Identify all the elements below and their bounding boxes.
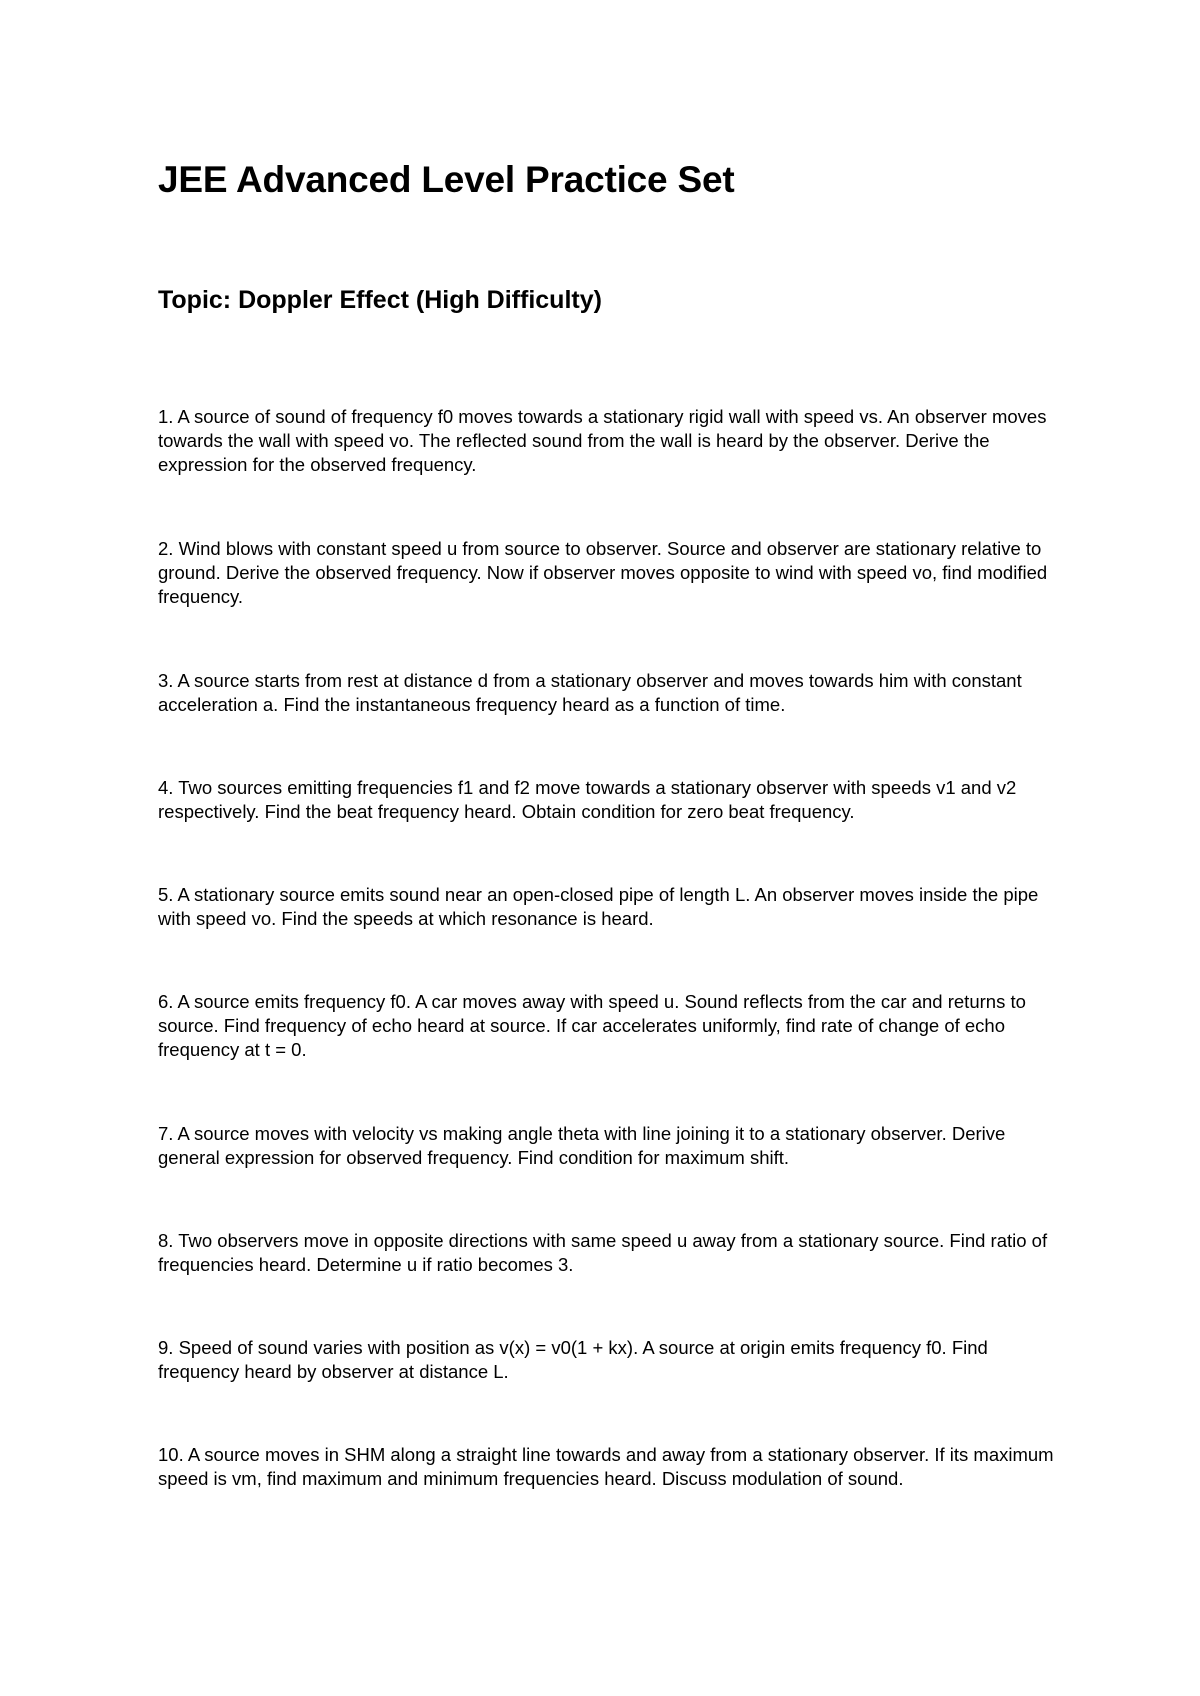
question-3: 3. A source starts from rest at distance d from a stationary observer and moves towards him with constant acceleration a. Find the instantaneous frequency heard as a function of time. — [158, 670, 1022, 715]
question-6: 6. A source emits frequency f0. A car moves away with speed u. Sound reflects from the car and returns to source. Find frequency of echo heard at source. If car accelerates uniformly, find rate of change of echo frequency at t = 0. — [158, 991, 1026, 1060]
question-5: 5. A stationary source emits sound near an open-closed pipe of length L. An observer moves inside the pipe with speed vo. Find the speeds at which resonance is heard. — [158, 884, 1039, 929]
document-title: JEE Advanced Level Practice Set — [158, 159, 735, 200]
topic-heading: Topic: Doppler Effect (High Difficulty) — [158, 286, 602, 314]
question-10: 10. A source moves in SHM along a straight line towards and away from a stationary observer. If its maximum speed is vm, find maximum and minimum frequencies heard. Discuss modulation of sound. — [158, 1444, 1054, 1489]
question-8: 8. Two observers move in opposite directions with same speed u away from a stationary source. Find ratio of frequencies heard. Determine u if ratio becomes 3. — [158, 1230, 1048, 1275]
question-7: 7. A source moves with velocity vs making angle theta with line joining it to a stationary observer. Derive general expression for observed frequency. Find condition for maximum shift. — [158, 1123, 1006, 1168]
question-1: 1. A source of sound of frequency f0 moves towards a stationary rigid wall with speed vs. An observer moves towards the wall with speed vo. The reflected sound from the wall is heard by the observer. Derive the expression for the observed frequency. — [158, 406, 1047, 475]
question-9: 9. Speed of sound varies with position as v(x) = v0(1 + kx). A source at origin emits frequency f0. Find frequency heard by observer at distance L. — [158, 1337, 988, 1382]
question-4: 4. Two sources emitting frequencies f1 and f2 move towards a stationary observer with speeds v1 and v2 respectively. Find the beat frequency heard. Obtain condition for zero beat frequency. — [158, 777, 1017, 822]
question-2: 2. Wind blows with constant speed u from source to observer. Source and observer are stationary relative to ground. Derive the observed frequency. Now if observer moves opposite to wind with speed vo, find modified frequency. — [158, 538, 1048, 607]
